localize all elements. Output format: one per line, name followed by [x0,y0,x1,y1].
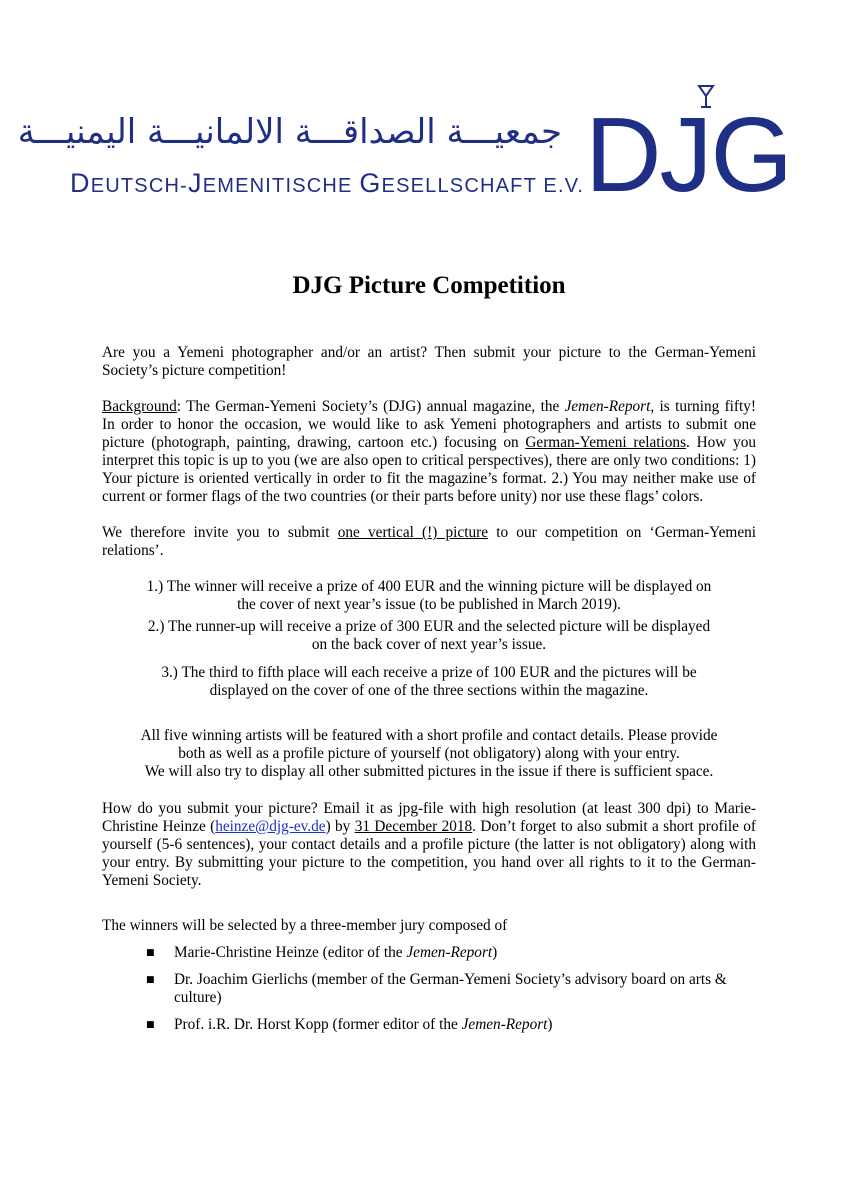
list-item: 3.) The third to fifth place will each receive a prize of 100 EUR and the pictures will be displayed on the cover of one of the three sections within the magazine. [161,664,697,699]
prize-list [102,578,756,700]
submit-paragraph: How do you submit your picture? Email it as jpg-file with high resolution (at least 300 dpi) to Marie-Christine Heinze (heinze@djg-ev.de) by 31 December 2018. Don’t forget to also submit a short profile of yourself (5-6 sentences), your contact details and a profile picture (the latter is not obligatory) along with your entry. By submitting your picture to the competition, you hand over all rights to it to the German-Yemeni Society. [102,800,756,889]
jury-list [102,944,756,1034]
jury-intro: The winners will be selected by a three-member jury composed of [102,917,508,934]
bullet-icon: ■ [146,1020,155,1030]
deadline: 31 December 2018 [354,818,473,835]
list-item: 1.) The winner will receive a prize of 400 EUR and the winning picture will be displayed on the cover of next year’s issue (to be published in March 2019). [146,578,712,613]
background-paragraph: Background: The German-Yemeni Society’s (DJG) annual magazine, the Jemen-Report, is turning fifty! In order to honor the occasion, we would like to ask Yemeni photographers and artists to submit one picture (photograph, painting, drawing, cartoon etc.) focusing on German-Yemeni relations. How you interpret this topic is up to you (we are also open to critical perspectives), there are only two conditions: 1) Your picture is oriented vertically in order to fit the magazine’s format. 2.) You may neither make use of current or former flags of the two countries (or their parts before unity) nor use these flags’ colors. [102,398,757,505]
document-body [102,344,756,1034]
intro-paragraph: Are you a Yemeni photographer and/or an artist? Then submit your picture to the German-Yemeni Society’s picture competition! [102,344,756,379]
bullet-icon: ■ [146,975,155,985]
bullet-icon: ■ [146,948,155,958]
djg-logo: DJG [585,96,791,214]
letterhead [0,0,858,230]
list-item: ■ Prof. i.R. Dr. Horst Kopp (former editor of the Jemen-Report) [146,1016,553,1033]
list-item: ■ Marie-Christine Heinze (editor of the Jemen-Report) [146,944,498,961]
featured-paragraph: All five winning artists will be featured with a short profile and contact details. Please provide both as well as a profile picture of yourself (not obligatory) along with your entry. We will also try to display all other submitted pictures in the issue if there is sufficient space. [140,727,718,780]
email-link[interactable]: heinze@djg-ev.de [215,818,326,835]
invite-paragraph: We therefore invite you to submit one vertical (!) picture to our competition on ‘German-Yemeni relations’. [102,524,757,559]
arabic-society-name: جمعيـــة الصداقـــة الالمانيـــة اليمنيـــة [17,112,562,152]
page-title: DJG Picture Competition [292,272,566,299]
society-name: DEUTSCH-JEMENITISCHE GESELLSCHAFT E.V. [70,168,585,198]
list-item: ■ Dr. Joachim Gierlichs (member of the German-Yemeni Society’s advisory board on arts & culture) [146,971,727,1006]
list-item: 2.) The runner-up will receive a prize of 300 EUR and the selected picture will be displayed on the back cover of next year’s issue. [147,618,711,653]
